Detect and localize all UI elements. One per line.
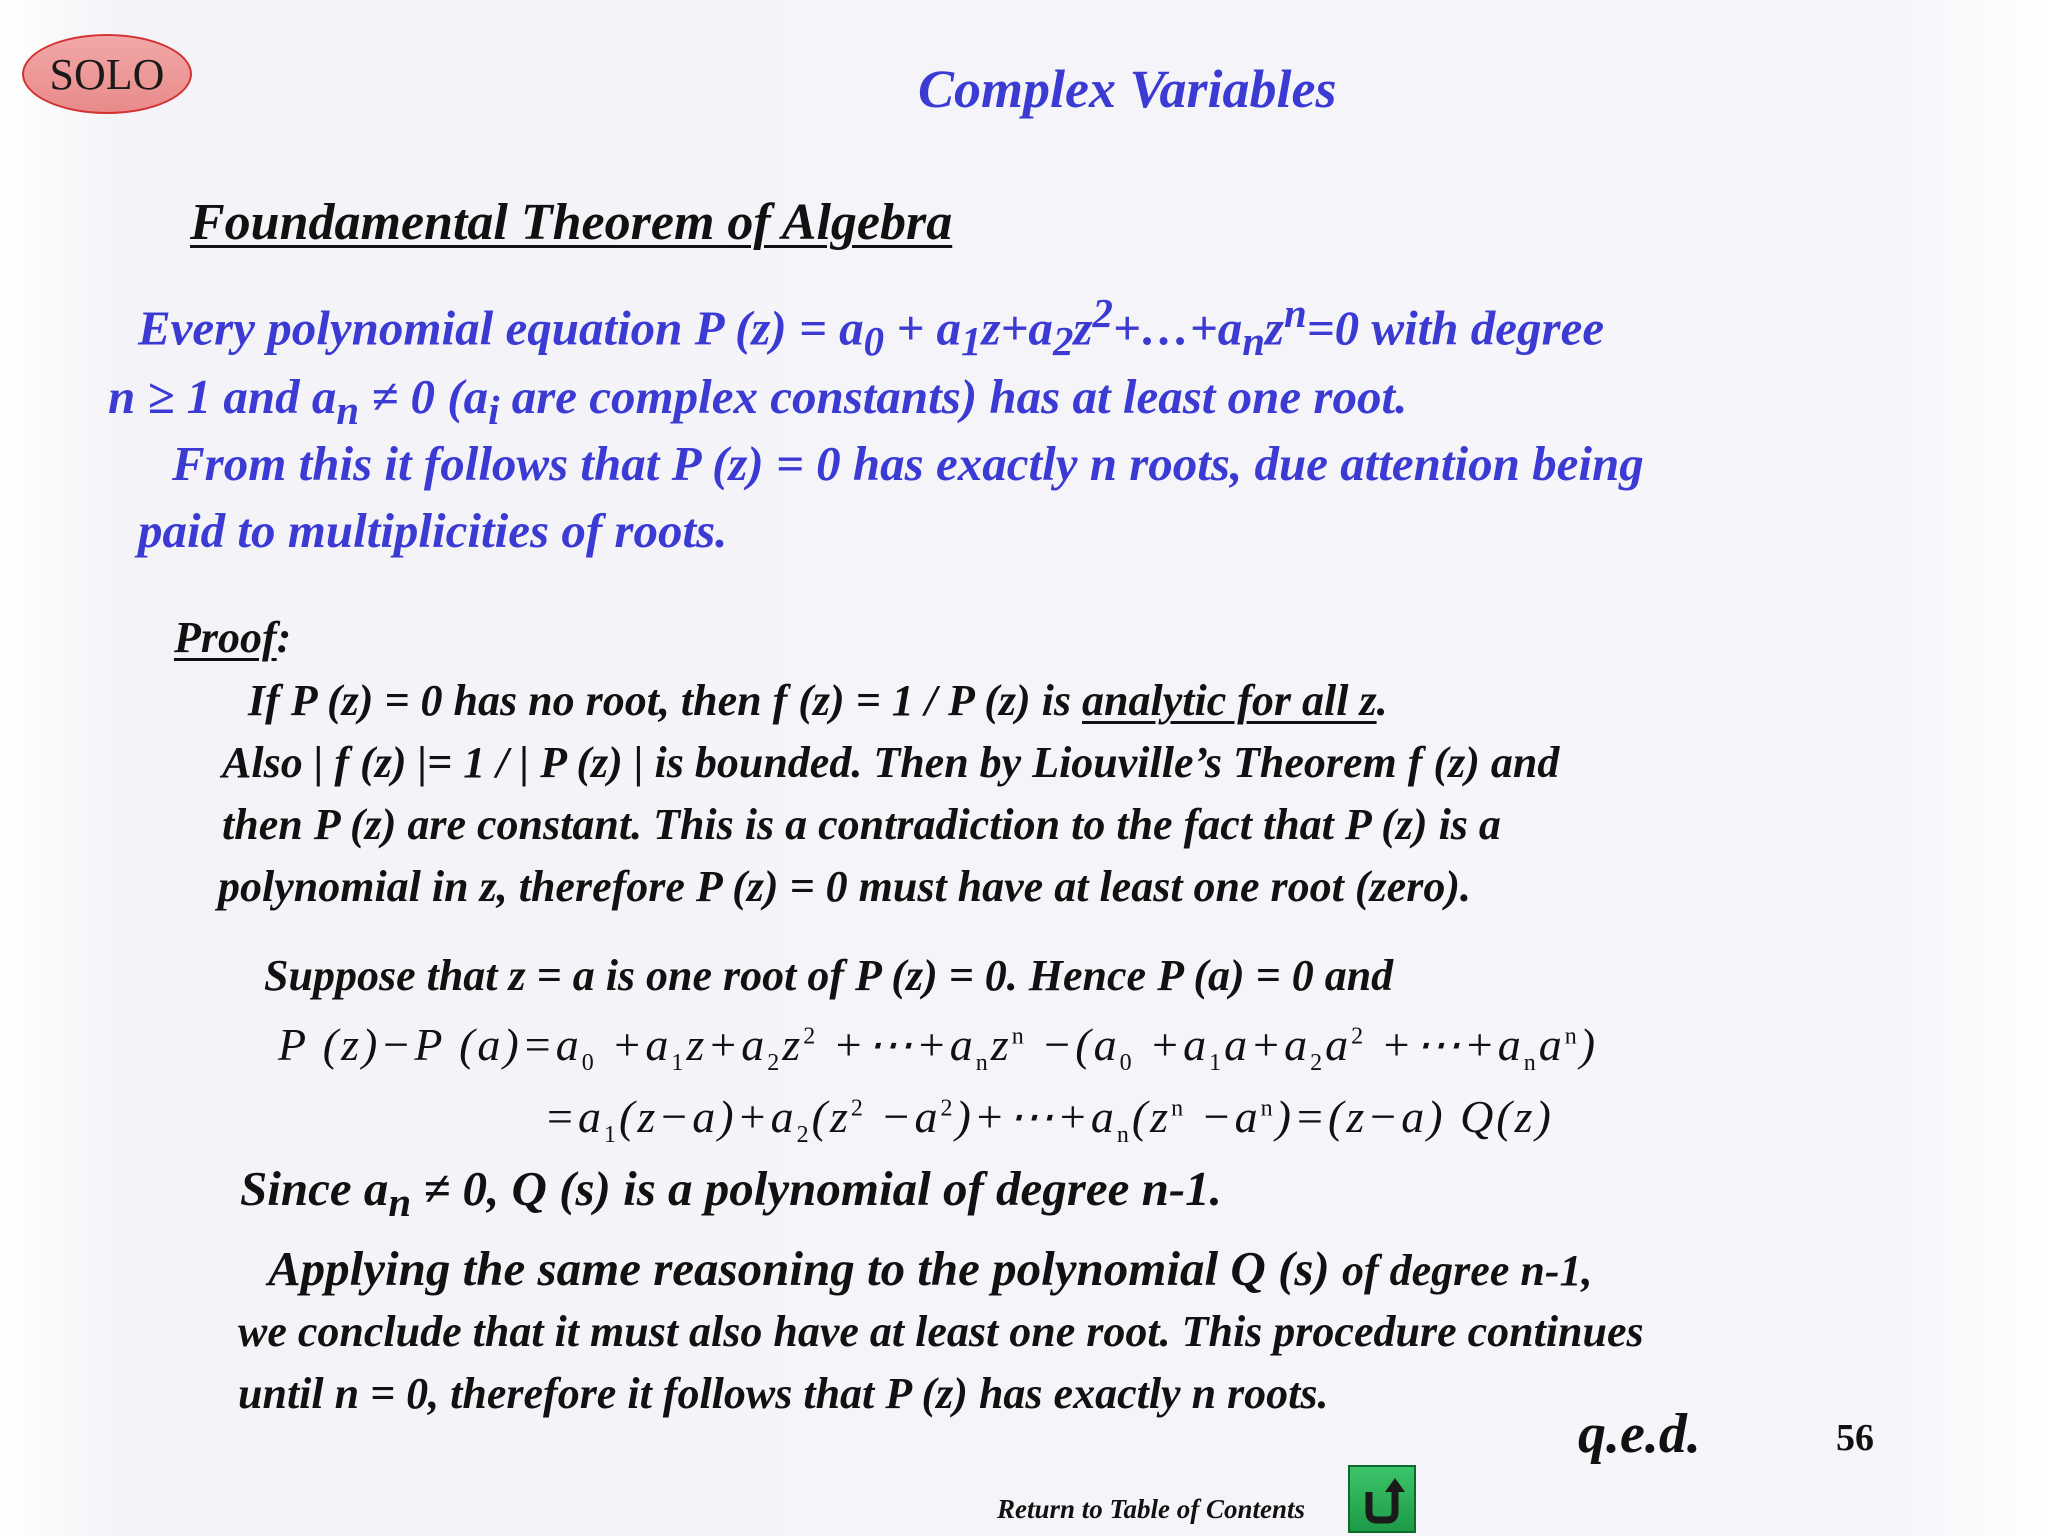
- proof-line-5: Suppose that z = a is one root of P (z) = 0. Hence P (a) = 0 and: [264, 951, 1394, 1000]
- subscript: 0: [863, 319, 885, 365]
- solo-logo: [22, 34, 192, 114]
- since-line: [240, 1160, 1222, 1226]
- return-to-contents-button[interactable]: [1348, 1465, 1416, 1533]
- page-number: 56: [1836, 1417, 1874, 1459]
- proof-line-1: [248, 675, 1388, 726]
- applying-line-part: Applying the same reasoning to the polynomial Q (s): [268, 1241, 1342, 1296]
- superscript: 2: [1092, 291, 1113, 336]
- theorem-line-1-part: +…+a: [1112, 300, 1243, 356]
- equation-line-2: $=a_1(z-a)+a_2(z^2$ $-a^2)+\cdots+a_n(z^n -a^n)=(z-a)$ Q(z): [544, 1091, 1554, 1149]
- theorem-heading: [190, 193, 966, 252]
- theorem-line-1-part: z: [1073, 300, 1093, 356]
- theorem-line-1-part: Every polynomial equation P (z) = a: [138, 300, 864, 356]
- subscript: n: [388, 1179, 412, 1225]
- analytic-phrase: analytic for all z: [1082, 676, 1377, 725]
- theorem-line-3: From this it follows that P (z) = 0 has exactly n roots, due attention being: [172, 436, 1644, 491]
- equation-line-1: P (z)−P $(a)=a_0 +a_1z+a_2z^2$ $+\cdots+a_nz^n -(a_0 +a_1a+a_2a^2$ $+\cdots+a_na^n$): [278, 1019, 1599, 1077]
- theorem-line-1-part: =0 with degree: [1306, 300, 1605, 356]
- subscript: n: [1242, 319, 1265, 365]
- theorem-line-1-part: z: [1264, 300, 1284, 356]
- proof-line-3: then P (z) are constant. This is a contradiction to the fact that P (z) is a: [222, 800, 1501, 849]
- superscript: n: [1284, 291, 1307, 336]
- theorem-line-1-part: z+a: [981, 300, 1053, 356]
- proof-line-2: Also | f (z) |= 1 / | P (z) | is bounded. Then by Liouville’s Theorem f (z) and: [222, 738, 1560, 787]
- since-line-part: ≠ 0, Q (s) is a polynomial of degree n-1.: [411, 1161, 1222, 1216]
- return-arrow-icon: [1355, 1472, 1409, 1526]
- subscript: i: [488, 387, 500, 433]
- applying-line-part: of degree n-1,: [1341, 1246, 1593, 1295]
- subscript: 1: [961, 319, 982, 365]
- proof-label-text: Proof: [174, 613, 277, 662]
- logo-text: SOLO: [49, 49, 165, 99]
- theorem-line-2-part: are complex constants) has at least one root.: [499, 369, 1408, 424]
- slide-title: Complex Variables: [918, 59, 1337, 119]
- proof-line-6: we conclude that it must also have at least one root. This procedure continues: [238, 1307, 1644, 1356]
- theorem-line-2-part: ≠ 0 (a: [359, 369, 489, 424]
- theorem-line-2-part: n ≥ 1 and a: [108, 369, 337, 424]
- theorem-line-4: paid to multiplicities of roots.: [138, 503, 728, 558]
- proof-line-1-part: .: [1376, 676, 1388, 725]
- theorem-heading-text: Foundamental Theorem of Algebra: [190, 194, 953, 251]
- proof-label: [174, 612, 291, 663]
- theorem-line-1-part: + a: [884, 300, 962, 356]
- applying-line: [268, 1240, 1592, 1297]
- subscript: n: [336, 387, 360, 433]
- since-line-part: Since a: [240, 1161, 389, 1216]
- proof-colon: :: [276, 613, 292, 662]
- proof-line-4: polynomial in z, therefore P (z) = 0 must have at least one root (zero).: [218, 862, 1471, 911]
- theorem-line-2: [108, 368, 1407, 434]
- theorem-line-1: [138, 290, 1604, 365]
- proof-line-7: until n = 0, therefore it follows that P (z) has exactly n roots.: [238, 1369, 1329, 1418]
- subscript: 2: [1052, 319, 1074, 365]
- return-to-contents-link[interactable]: Return to Table of Contents: [997, 1494, 1306, 1524]
- qed-label: q.e.d.: [1578, 1403, 1701, 1465]
- proof-line-1-part: If P (z) = 0 has no root, then f (z) = 1 / P (z) is: [248, 676, 1083, 725]
